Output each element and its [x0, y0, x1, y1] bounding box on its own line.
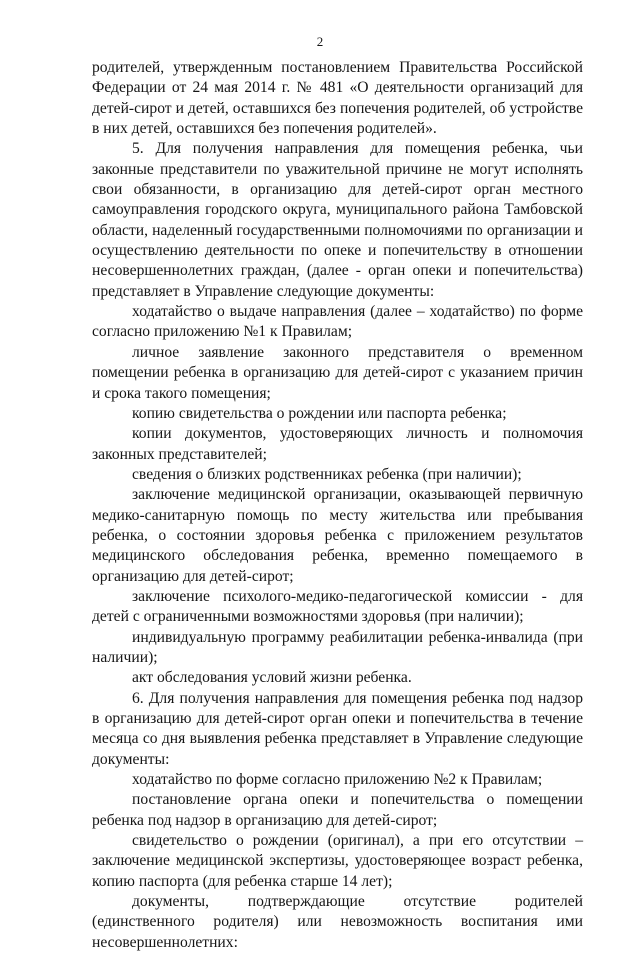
list-item: заключение медицинской организации, оказывающей первичную медико-санитарную помощь по месту жительства или пребывания ребенка, о состоянии здоровья ребенка с приложением результатов медицинского обследования ребенка, временно помещаемого в организацию для детей-сирот; — [92, 486, 583, 585]
list-item: индивидуальную программу реабилитации ребенка-инвалида (при наличии); — [92, 628, 583, 666]
list-item: заключение психолого-медико-педагогической комиссии - для детей с ограниченными возможностями здоровья (при наличии); — [92, 587, 583, 626]
paragraph-item-5: 5. Для получения направления для помещения ребенка, чьи законные представители по уважительной причине не могут исполнять свои обязанности, в организацию для детей-сирот орган местного самоуправления городского округа, муниципального района Тамбовской области, наделенный государственными полномочиями по организации и осуществлению деятельности по опеке и попечительству в отношении несовершеннолетних граждан, (далее - орган опеки и попечительства) представляет в Управление следующие документы: — [92, 140, 583, 300]
list-item: свидетельство о рождении (оригинал), а при его отсутствии – заключение медицинской экспертизы, удостоверяющее возраст ребенка, копию паспорта (для ребенка старше 14 лет); — [92, 832, 583, 890]
list-item: документы, подтверждающие отсутствие родителей (единственного родителя) или невозможность воспитания ими несовершеннолетних: — [92, 893, 583, 951]
list-item: постановление органа опеки и попечительства о помещении ребенка под надзор в организацию для детей-сирот; — [92, 791, 583, 829]
page-number: 2 — [316, 34, 324, 49]
list-item: ходатайство по форме согласно приложению №2 к Правилам; — [132, 771, 543, 789]
list-item: сведения о близких родственниках ребенка (при наличии); — [132, 465, 522, 483]
document-body — [92, 58, 583, 953]
paragraph-item-6: 6. Для получения направления для помещения ребенка под надзор в организацию для детей-сирот орган опеки и попечительства в течение месяца со дня выявления ребенка представляет в Управление следующие документы: — [92, 689, 583, 768]
list-item: личное заявление законного представителя о временном помещении ребенка в организацию для детей-сирот с указанием причин и срока такого помещения; — [92, 343, 583, 402]
list-item: копии документов, удостоверяющих личность и полномочия законных представителей; — [92, 425, 583, 463]
list-item: ходатайство о выдаче направления (далее – ходатайство) по форме согласно приложению №1 к Правилам; — [92, 303, 583, 341]
list-item: акт обследования условий жизни ребенка. — [132, 669, 412, 687]
paragraph-continuation: родителей, утвержденным постановлением Правительства Российской Федерации от 24 мая 2014 г. № 481 «О деятельности организаций для детей-сирот и детей, оставшихся без попечения родителей, об устройстве в них детей, оставшихся без попечения родителей». — [92, 59, 583, 138]
list-item: копию свидетельства о рождении или паспорта ребенка; — [132, 404, 507, 422]
